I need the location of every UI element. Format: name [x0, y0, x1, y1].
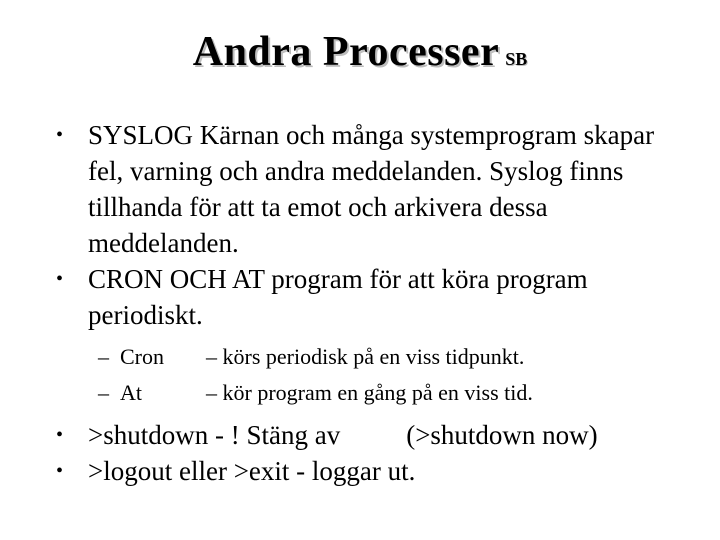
- sub-item-dash: –: [98, 344, 109, 369]
- slide-body: [56, 117, 676, 489]
- sub-item-desc: – körs periodisk på en viss tidpunkt.: [206, 344, 525, 369]
- bullet-syslog-text: SYSLOG Kärnan och många systemprogram skapar fel, varning och andra meddelanden. Syslog finns tillhanda för att ta emot och arkivera dessa meddelanden.: [88, 120, 655, 258]
- title-main: Andra Processer: [192, 29, 500, 75]
- bullet-dot: •: [56, 124, 64, 146]
- bullet-cron-at-text: CRON OCH AT program för att köra program periodiskt.: [88, 264, 588, 330]
- sub-item-dash: –: [98, 380, 109, 405]
- slide-title: [0, 28, 720, 76]
- sub-item-cron: [56, 339, 676, 375]
- bullet-syslog: [56, 117, 676, 261]
- sub-item-desc: – kör program en gång på en viss tid.: [206, 380, 533, 405]
- bullet-logout-text: >logout eller >exit - loggar ut.: [88, 456, 416, 486]
- sub-list: [56, 339, 676, 411]
- bullet-shutdown-alt: (>shutdown now): [406, 420, 598, 450]
- sub-item-term: Cron: [120, 344, 164, 369]
- bullet-dot: •: [56, 268, 64, 290]
- title-suffix: SB: [505, 49, 528, 69]
- bullet-dot: •: [56, 424, 64, 446]
- bullet-logout: [56, 453, 676, 489]
- bullet-cron-at: [56, 261, 676, 333]
- sub-item-term: At: [120, 380, 142, 405]
- bullet-shutdown-text: >shutdown - ! Stäng av: [88, 420, 341, 450]
- bullet-dot: •: [56, 460, 64, 482]
- sub-item-at: [56, 375, 676, 411]
- bullet-shutdown: [56, 417, 676, 453]
